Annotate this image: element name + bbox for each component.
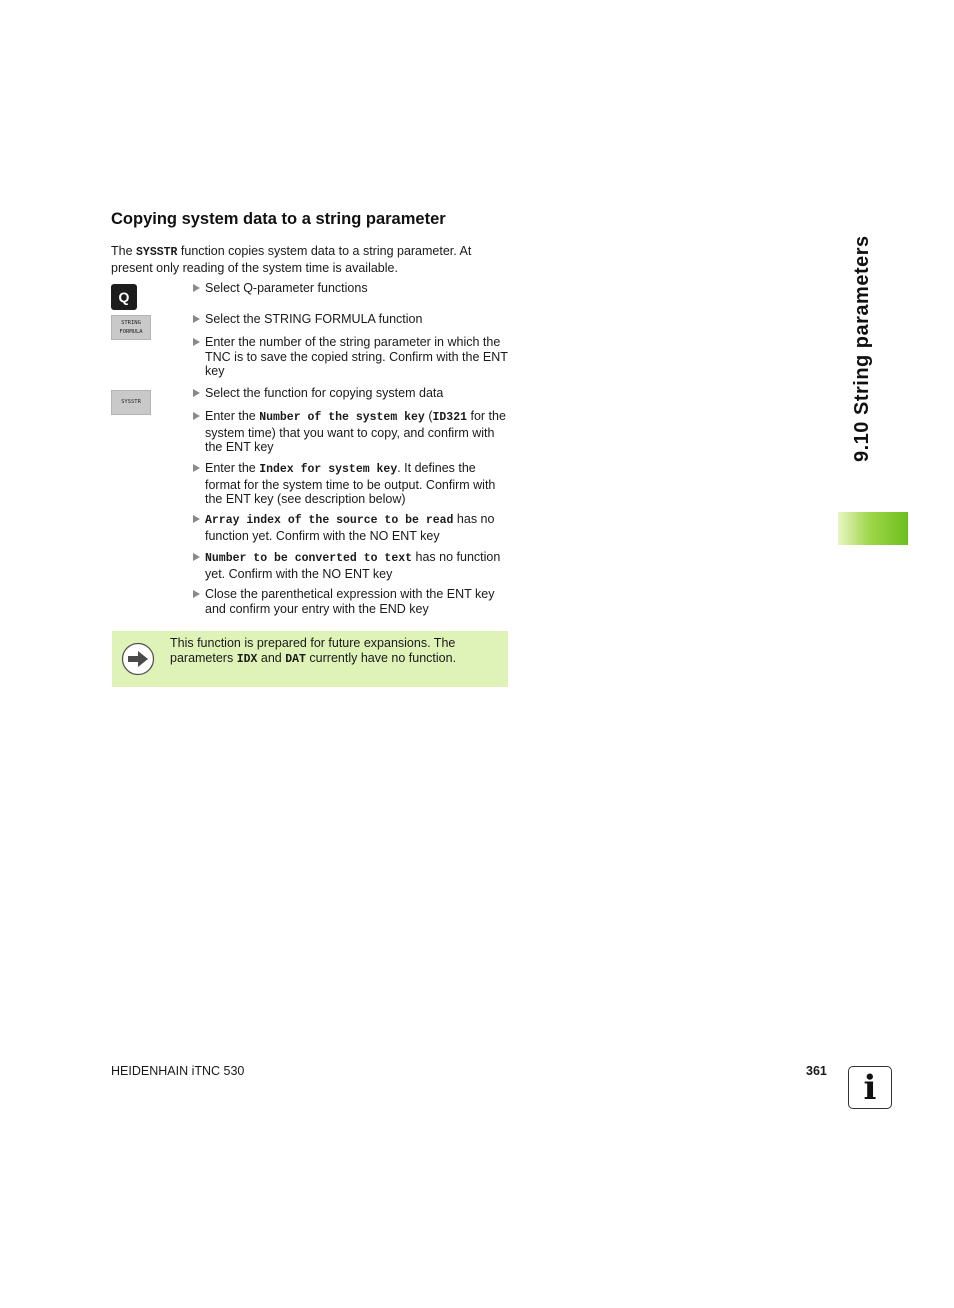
step-select-copy-function xyxy=(193,386,509,401)
sysstr-softkey[interactable] xyxy=(111,390,151,415)
q-key[interactable] xyxy=(111,284,137,310)
step-arrow-icon xyxy=(193,464,200,472)
step-text: Select the function for copying system data xyxy=(205,386,444,400)
dat-code: DAT xyxy=(285,652,306,666)
step-arrow-icon xyxy=(193,553,200,561)
idx-code: IDX xyxy=(236,652,258,666)
step-text: has no function yet. Confirm with the NO ENT key xyxy=(205,550,501,581)
chapter-tab xyxy=(838,512,908,545)
step-arrow-icon xyxy=(193,389,200,397)
note-text-part: and xyxy=(257,650,286,665)
step-text: Enter the number of the string parameter in which the TNC is to save the copied string. Confirm with the ENT key xyxy=(205,335,508,378)
step-close-expression xyxy=(193,587,509,616)
step-enter-system-key xyxy=(193,409,509,455)
index-code: Index for system key xyxy=(259,463,398,476)
step-select-q-functions xyxy=(193,281,509,296)
q-key-label: Q xyxy=(118,289,130,305)
string-formula-label-line1: STRING xyxy=(121,319,141,326)
step-text: Select the STRING FORMULA function xyxy=(205,312,423,326)
step-select-string-formula xyxy=(193,312,509,327)
id321-code: ID321 xyxy=(432,411,467,424)
step-text: . It defines the format for the system time to be output. Confirm with the ENT key (see description below) xyxy=(205,461,496,506)
string-formula-softkey[interactable] xyxy=(111,315,151,340)
step-arrow-icon xyxy=(193,515,200,523)
step-text: ( xyxy=(424,409,433,423)
step-text: Close the parenthetical expression with the ENT key and confirm your entry with the END key xyxy=(205,587,495,616)
step-arrow-icon xyxy=(193,315,200,323)
string-formula-label-line2: FORMULA xyxy=(119,328,143,335)
step-arrow-icon xyxy=(193,590,200,598)
note-box xyxy=(112,631,508,687)
info-icon xyxy=(848,1066,892,1109)
step-arrow-icon xyxy=(193,284,200,292)
system-key-code: Number of the system key xyxy=(259,411,425,424)
step-text: Select Q-parameter functions xyxy=(205,281,368,295)
page-number: 361 xyxy=(806,1064,827,1078)
intro-paragraph xyxy=(111,244,511,275)
footer-product-name: HEIDENHAIN iTNC 530 xyxy=(111,1064,245,1078)
number-to-text-code: Number to be converted to text xyxy=(205,552,413,565)
intro-text-rest: function copies system data to a string parameter. At present only reading of the system time is available. xyxy=(111,244,472,275)
step-array-index xyxy=(193,512,509,543)
step-text: Enter the xyxy=(205,461,260,475)
step-enter-string-parameter xyxy=(193,335,509,379)
chapter-title-text: 9.10 String parameters xyxy=(851,235,873,462)
step-text: for the system time) that you want to copy, and confirm with the ENT key xyxy=(205,409,506,454)
step-enter-index xyxy=(193,461,509,507)
intro-text: The xyxy=(111,244,137,258)
arrow-right-icon xyxy=(121,642,155,676)
section-title: Copying system data to a string parameter xyxy=(111,210,446,228)
note-text-part: currently have no function. xyxy=(305,650,457,665)
note-text xyxy=(170,636,490,667)
array-index-code: Array index of the source to be read xyxy=(205,514,454,527)
sysstr-code: SYSSTR xyxy=(136,246,178,259)
step-arrow-icon xyxy=(193,412,200,420)
sysstr-softkey-label: SYSSTR xyxy=(121,399,141,405)
info-icon-label: i xyxy=(863,1067,877,1108)
step-text: Enter the xyxy=(205,409,260,423)
step-number-to-text xyxy=(193,550,509,581)
step-text: has no function yet. Confirm with the NO ENT key xyxy=(205,512,495,543)
step-arrow-icon xyxy=(193,338,200,346)
note-text-part: This function is prepared for future expansions. The parameters xyxy=(170,636,456,665)
